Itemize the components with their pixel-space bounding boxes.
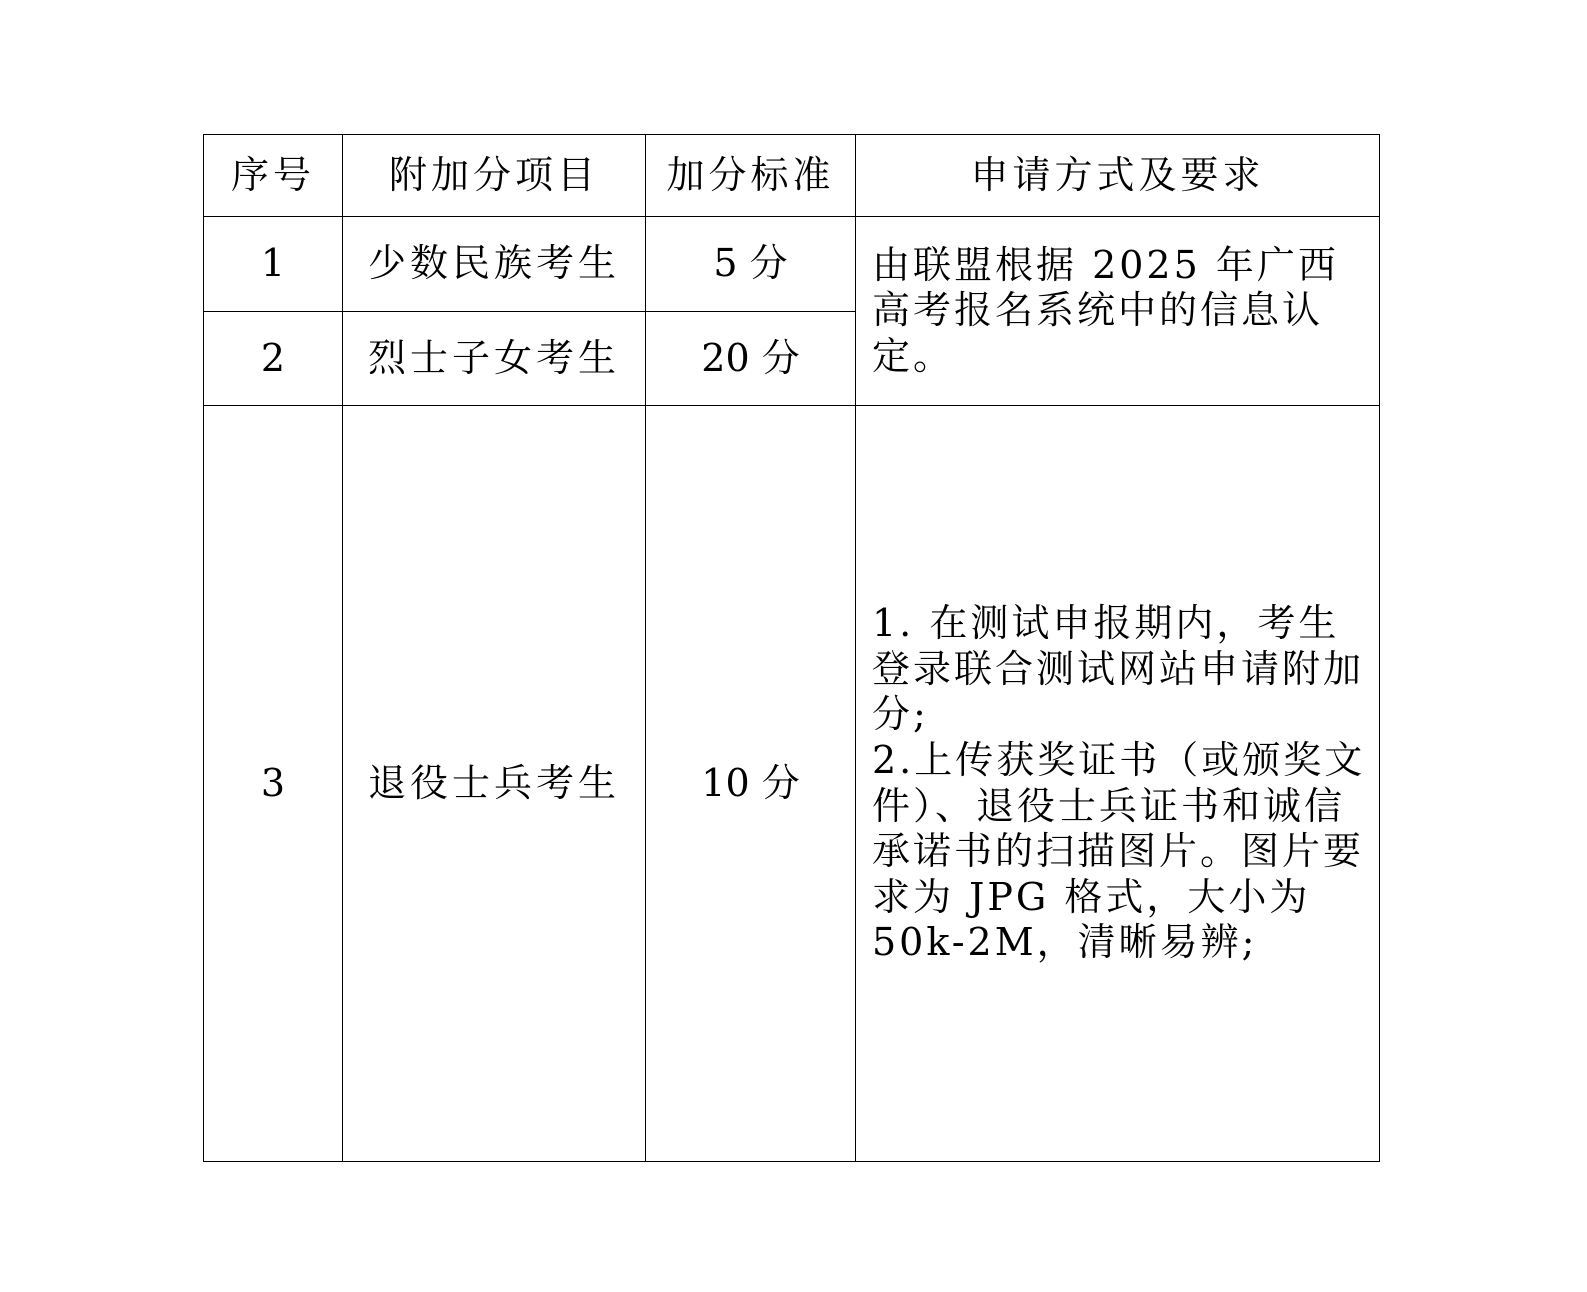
row-index: 3	[204, 406, 343, 1162]
row-item: 烈士子女考生	[343, 312, 646, 406]
header-index: 序号	[204, 135, 343, 217]
requirement-point-1: 1. 在测试申报期内，考生登录联合测试网站申请附加分;	[872, 601, 1365, 737]
header-score: 加分标准	[646, 135, 856, 217]
header-item: 附加分项目	[343, 135, 646, 217]
requirements-cell-veteran	[856, 406, 1380, 1162]
table-header-row	[204, 135, 1380, 217]
row-score: 10 分	[646, 406, 856, 1162]
bonus-points-table	[203, 134, 1380, 1162]
row-index: 1	[204, 217, 343, 312]
requirements-cell-ethnic-martyr	[856, 217, 1380, 406]
header-requirements: 申请方式及要求	[856, 135, 1380, 217]
table-row	[204, 406, 1380, 1162]
row-score: 5 分	[646, 217, 856, 312]
requirement-point-2: 2.上传获奖证书（或颁奖文件）、退役士兵证书和诚信承诺书的扫描图片。图片要求为 JPG 格式，大小为 50k-2M，清晰易辨;	[872, 737, 1366, 965]
row-item: 少数民族考生	[343, 217, 646, 312]
table-row	[204, 217, 1380, 312]
row-index: 2	[204, 312, 343, 406]
row-score: 20 分	[646, 312, 856, 406]
row-item: 退役士兵考生	[343, 406, 646, 1162]
requirements-text: 由联盟根据 2025 年广西高考报名系统中的信息认定。	[872, 242, 1339, 378]
